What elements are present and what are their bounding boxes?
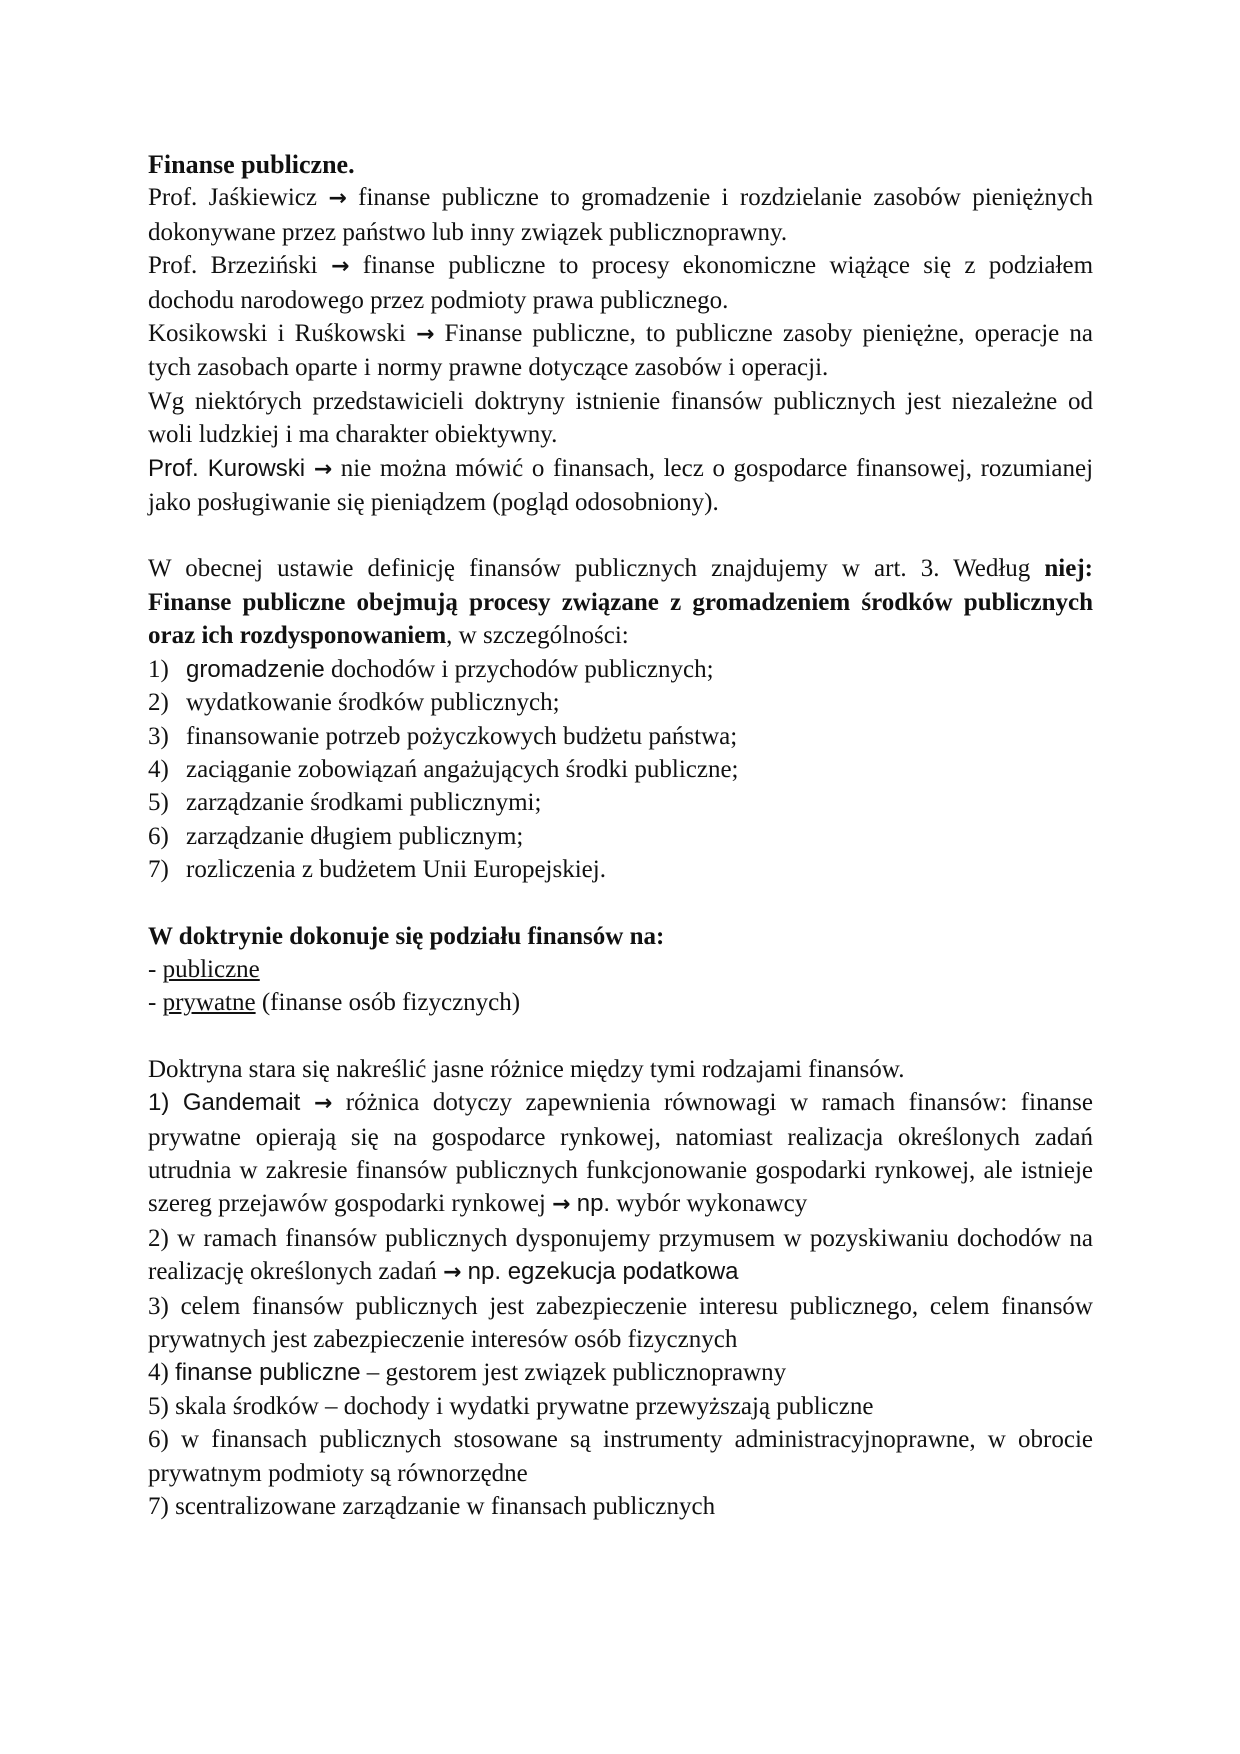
- list-item: [148, 853, 1093, 886]
- list-number: 3): [148, 722, 169, 750]
- list-item-text: dochodów i przychodów publicznych;: [324, 655, 714, 683]
- definition-text: nie można mówić o finansach, lecz o gospodarce finansowej, rozumianej jako posługiwanie się pieniądzem (pogląd odosobniony).: [148, 454, 1094, 517]
- difference-1: [148, 1086, 1093, 1222]
- difference-4: [148, 1356, 1093, 1389]
- arrow-right-icon: →: [313, 456, 333, 482]
- difference-lead: finanse publiczne: [175, 1359, 361, 1387]
- statute-list: [148, 653, 1093, 887]
- difference-number: 4): [148, 1359, 169, 1387]
- statute-tail: , w szczególności:: [446, 622, 629, 650]
- arrow-right-icon: →: [442, 1260, 462, 1286]
- difference-text: – gestorem jest związek publicznoprawny: [360, 1359, 787, 1387]
- author-name: Prof. Jaśkiewicz: [148, 184, 317, 212]
- difference-3: 3) celem finansów publicznych jest zabezpieczenie interesu publicznego, celem finansów prywatnych jest zabezpieczenie interesów osób fizycznych: [148, 1292, 1093, 1353]
- differences-intro: Doktryna stara się nakreślić jasne różnice między tymi rodzajami finansów.: [148, 1055, 905, 1083]
- author-name: Prof. Kurowski: [148, 454, 306, 482]
- difference-text: różnica dotyczy zapewnienia równowagi w ramach finansów: finanse prywatne opierają się na gospodarce rynkowej, natomiast realizacja określonych zadań utrudnia w zakresie finansów publicznych funkcjonowanie gospodarki rynkowej, ale istnieje szereg przejawów gospodarki rynkowej: [148, 1089, 1093, 1218]
- list-item: [148, 786, 1093, 819]
- spacer: [148, 1020, 1093, 1053]
- spacer: [148, 519, 1093, 552]
- list-item: [148, 720, 1093, 753]
- list-number: 2): [148, 689, 169, 717]
- statute-definition: [148, 552, 1093, 652]
- dash: -: [148, 989, 163, 1017]
- author-name: Prof. Brzeziński: [148, 252, 318, 280]
- doctrine-note: Wg niektórych przedstawicieli doktryny istnienie finansów publicznych jest niezależne od woli ludzkiej i ma charakter obiektywny.: [148, 387, 1093, 449]
- division-item-public: [148, 953, 1093, 986]
- list-item-text: wydatkowanie środków publicznych;: [186, 689, 560, 717]
- arrow-right-icon: →: [313, 1091, 333, 1117]
- definition-kurowski: [148, 452, 1093, 520]
- definition-jaskiewicz: [148, 181, 1093, 249]
- difference-lead: Gandemait: [182, 1089, 301, 1117]
- difference-7: 7) scentralizowane zarządzanie w finansach publicznych: [148, 1493, 716, 1521]
- dash: -: [148, 955, 163, 983]
- arrow-right-icon: →: [328, 186, 347, 212]
- definition-text: Finanse publiczne, to publiczne zasoby pieniężne, operacje na tych zasobach oparte i normy prawne dotyczące zasobów i operacji.: [148, 320, 1094, 382]
- difference-number: 1): [148, 1089, 170, 1117]
- definition-text: finanse publiczne to gromadzenie i rozdzielanie zasobów pieniężnych dokonywane przez państwo lub inny związek publicznoprawny.: [148, 184, 1094, 246]
- list-item-text: zaciąganie zobowiązań angażujących środki publiczne;: [186, 755, 739, 783]
- author-name: Kosikowski i Ruśkowski: [148, 320, 406, 348]
- statute-bold-definition: niej: Finanse publiczne obejmują procesy związane z gromadzeniem środków publicznych oraz ich rozdysponowaniem: [148, 555, 1094, 650]
- list-number: 1): [148, 655, 169, 683]
- list-item-text: zarządzanie środkami publicznymi;: [186, 789, 542, 817]
- difference-tail: wybór wykonawcy: [616, 1190, 808, 1218]
- list-item-text: rozliczenia z budżetem Unii Europejskiej.: [186, 856, 606, 884]
- list-item-text: zarządzanie długiem publicznym;: [186, 822, 524, 850]
- definition-kosikowski-ruskowski: [148, 317, 1093, 385]
- spacer: [148, 887, 1093, 920]
- list-item: [148, 753, 1093, 786]
- difference-2: [148, 1222, 1093, 1290]
- list-number: 6): [148, 822, 169, 850]
- list-item-text: finansowanie potrzeb pożyczkowych budżetu państwa;: [186, 722, 738, 750]
- difference-example: np. egzekucja podatkowa: [467, 1258, 739, 1286]
- document-body: [148, 148, 1093, 1523]
- definition-brzezinski: [148, 249, 1093, 317]
- difference-text: 2) w ramach finansów publicznych dysponujemy przymusem w pozyskiwaniu dochodów na realizację określonych zadań: [148, 1224, 1093, 1286]
- difference-5: 5) skala środków – dochody i wydatki prywatne przewyższają publiczne: [148, 1392, 874, 1420]
- list-item: [148, 686, 1093, 719]
- definition-text: finanse publiczne to procesy ekonomiczne wiążące się z podziałem dochodu narodowego przez podmioty prawa publicznego.: [148, 252, 1094, 314]
- division-note: (finanse osób fizycznych): [255, 989, 521, 1017]
- list-number: 7): [148, 856, 169, 884]
- division-heading: W doktrynie dokonuje się podziału finansów na:: [148, 922, 665, 950]
- list-item: [148, 653, 1093, 686]
- division-term: prywatne: [162, 989, 256, 1017]
- arrow-right-icon: →: [415, 322, 435, 348]
- list-item: [148, 820, 1093, 853]
- difference-6: 6) w finansach publicznych stosowane są instrumenty administracyjnoprawne, w obrocie prywatnym podmioty są równorzędne: [148, 1426, 1093, 1487]
- arrow-right-icon: →: [330, 254, 350, 280]
- arrow-right-icon: →: [552, 1192, 571, 1218]
- document-title: Finanse publiczne.: [148, 150, 355, 179]
- list-number: 5): [148, 789, 169, 817]
- list-number: 4): [148, 755, 169, 783]
- list-item-lead: gromadzenie: [186, 655, 325, 683]
- statute-intro: W obecnej ustawie definicję finansów publicznych znajdujemy w art. 3. Według: [148, 555, 1031, 583]
- division-item-private: [148, 986, 1093, 1019]
- division-term: publiczne: [162, 955, 260, 983]
- difference-example: np.: [576, 1190, 611, 1218]
